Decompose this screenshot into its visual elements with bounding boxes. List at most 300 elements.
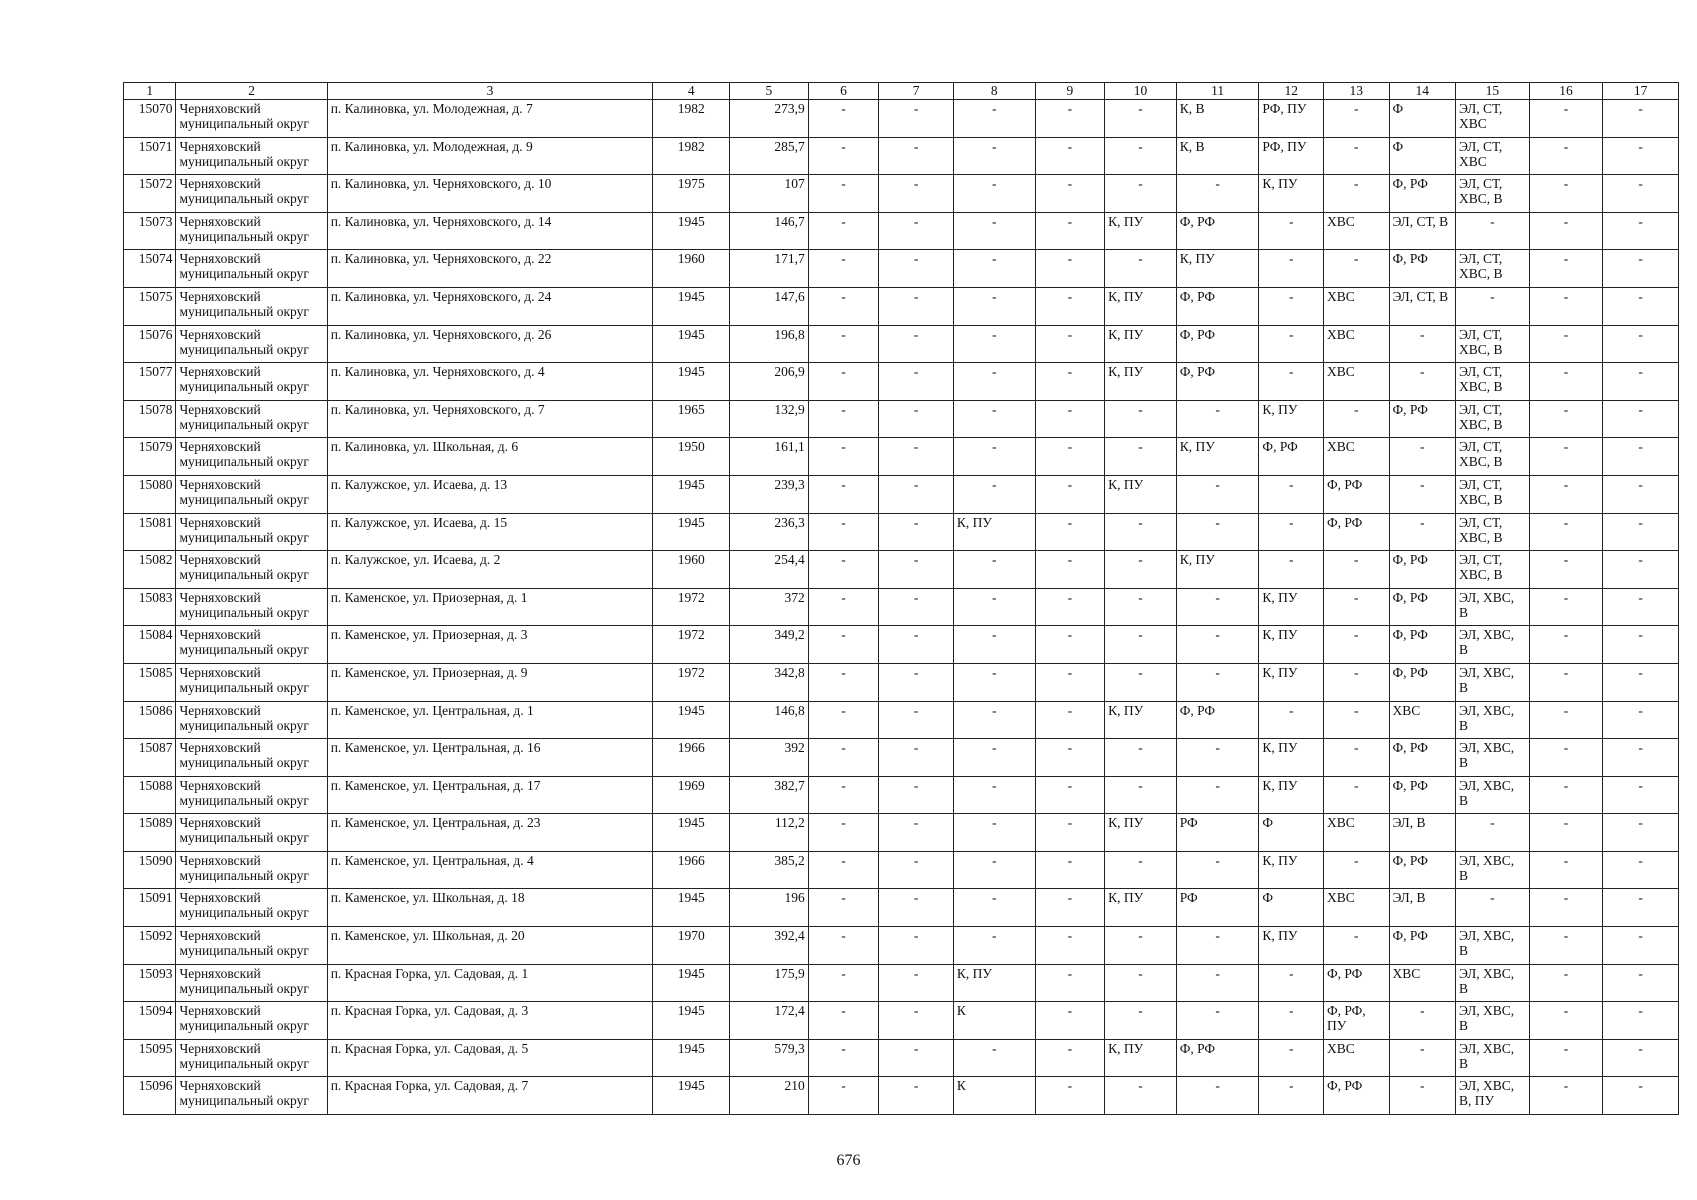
table-cell: - [879,626,954,664]
table-cell: - [1603,137,1679,175]
table-cell: 1945 [653,814,730,852]
column-header: 7 [879,83,954,100]
table-cell: 175,9 [730,964,809,1002]
table-cell: - [1603,927,1679,965]
table-cell: - [1529,739,1603,777]
table-cell: - [879,663,954,701]
table-cell: ЭЛ, ХВС, В [1456,588,1530,626]
table-cell: К [953,1077,1035,1115]
table-cell: п. Каменское, ул. Центральная, д. 1 [327,701,653,739]
table-cell: - [953,551,1035,589]
table-cell: - [1529,551,1603,589]
table-cell: Черняховский муниципальный округ [176,325,327,363]
table-cell: 171,7 [730,250,809,288]
table-cell: - [1529,400,1603,438]
table-cell: 382,7 [730,776,809,814]
table-cell: К, ПУ [1259,626,1324,664]
table-cell: - [879,475,954,513]
table-cell: - [1323,663,1389,701]
table-cell: - [1176,1077,1259,1115]
table-cell: ЭЛ, ХВС, В [1456,776,1530,814]
table-cell: Черняховский муниципальный округ [176,363,327,401]
table-cell: - [1529,513,1603,551]
table-cell: - [1035,475,1105,513]
table-cell: 236,3 [730,513,809,551]
table-cell: Черняховский муниципальный округ [176,287,327,325]
table-cell: - [808,663,879,701]
table-cell: Ф, РФ [1389,250,1456,288]
table-cell: - [1529,212,1603,250]
table-cell: п. Красная Горка, ул. Садовая, д. 3 [327,1002,653,1040]
table-cell: - [1456,814,1530,852]
table-cell: - [1603,851,1679,889]
table-cell: - [1603,100,1679,138]
table-cell: - [1603,626,1679,664]
column-header: 6 [808,83,879,100]
table-cell: - [1323,701,1389,739]
table-cell: - [1259,1002,1324,1040]
table-row [124,964,1679,1002]
table-cell: - [953,212,1035,250]
table-cell: Черняховский муниципальный округ [176,100,327,138]
table-cell: - [1603,363,1679,401]
table-row [124,927,1679,965]
table-cell: - [1035,1077,1105,1115]
table-cell: - [1529,1002,1603,1040]
table-cell: 15072 [124,175,176,213]
table-cell: - [879,400,954,438]
table-cell: РФ, ПУ [1259,137,1324,175]
table-cell: ХВС [1323,889,1389,927]
table-cell: 15096 [124,1077,176,1115]
table-cell: - [1529,814,1603,852]
table-cell: - [808,475,879,513]
column-header: 13 [1323,83,1389,100]
column-header: 10 [1105,83,1177,100]
table-cell: ЭЛ, СТ, ХВС, В [1456,513,1530,551]
table-cell: ЭЛ, ХВС, В [1456,1039,1530,1077]
table-cell: К, ПУ [953,513,1035,551]
table-cell: - [953,137,1035,175]
table-cell: Ф [1259,889,1324,927]
table-cell: - [1035,626,1105,664]
table-cell: п. Калиновка, ул. Школьная, д. 6 [327,438,653,476]
table-cell: 1960 [653,551,730,589]
table-cell: Ф, РФ [1389,739,1456,777]
table-cell: - [1529,1039,1603,1077]
table-row [124,701,1679,739]
table-cell: Черняховский муниципальный округ [176,927,327,965]
table-cell: 15086 [124,701,176,739]
table-cell: Ф, РФ [1323,475,1389,513]
table-cell: 15093 [124,964,176,1002]
table-cell: - [1176,513,1259,551]
table-cell: - [808,814,879,852]
table-cell: 1945 [653,1002,730,1040]
table-cell: - [1529,100,1603,138]
table-cell: - [1529,663,1603,701]
table-cell: п. Калиновка, ул. Молодежная, д. 7 [327,100,653,138]
table-cell: - [1176,851,1259,889]
table-cell: ХВС [1323,212,1389,250]
table-cell: - [1105,663,1177,701]
table-cell: 1969 [653,776,730,814]
table-cell: - [808,1039,879,1077]
column-header: 2 [176,83,327,100]
table-cell: - [1323,626,1389,664]
table-row [124,287,1679,325]
table-cell: - [1529,250,1603,288]
table-cell: - [1105,513,1177,551]
table-cell: - [879,513,954,551]
table-cell: - [1529,776,1603,814]
table-cell: - [808,513,879,551]
table-cell: Ф [1389,137,1456,175]
table-cell: 15091 [124,889,176,927]
table-cell: К, ПУ [1259,851,1324,889]
table-cell: Ф, РФ, ПУ [1323,1002,1389,1040]
table-cell: - [1529,889,1603,927]
table-cell: 15070 [124,100,176,138]
header-row [124,83,1679,100]
table-row [124,438,1679,476]
table-cell: 15075 [124,287,176,325]
table-cell: 161,1 [730,438,809,476]
table-cell: - [953,663,1035,701]
table-cell: - [879,250,954,288]
table-cell: - [1529,363,1603,401]
table-cell: 15078 [124,400,176,438]
table-cell: - [1035,513,1105,551]
table-cell: - [808,964,879,1002]
table-cell: К, ПУ [1176,551,1259,589]
table-cell: - [1035,663,1105,701]
table-body [124,100,1679,1115]
table-cell: п. Каменское, ул. Приозерная, д. 1 [327,588,653,626]
table-cell: - [1105,739,1177,777]
table-cell: - [1323,588,1389,626]
table-cell: - [1035,100,1105,138]
table-cell: К, ПУ [1259,400,1324,438]
table-cell: Ф, РФ [1323,964,1389,1002]
table-cell: 15094 [124,1002,176,1040]
table-cell: - [1529,475,1603,513]
table-cell: - [808,363,879,401]
table-cell: ЭЛ, В [1389,814,1456,852]
column-header: 11 [1176,83,1259,100]
housing-register-table [123,82,1679,1115]
table-cell: 1945 [653,212,730,250]
table-row [124,513,1679,551]
table-cell: 1970 [653,927,730,965]
table-cell: К, ПУ [1259,175,1324,213]
table-cell: - [1035,1039,1105,1077]
table-cell: - [1035,212,1105,250]
table-cell: К, ПУ [1105,212,1177,250]
table-cell: 15076 [124,325,176,363]
table-cell: - [1259,250,1324,288]
column-header: 4 [653,83,730,100]
table-cell: - [1456,212,1530,250]
table-cell: - [1323,175,1389,213]
table-cell: 172,4 [730,1002,809,1040]
table-cell: ЭЛ, ХВС, В [1456,663,1530,701]
table-cell: - [808,212,879,250]
table-cell: 385,2 [730,851,809,889]
table-cell: 273,9 [730,100,809,138]
table-cell: Черняховский муниципальный округ [176,588,327,626]
table-cell: Черняховский муниципальный округ [176,212,327,250]
table-cell: ЭЛ, В [1389,889,1456,927]
table-cell: - [1176,739,1259,777]
table-cell: - [1529,964,1603,1002]
page-number: 676 [836,1152,861,1169]
table-cell: 1965 [653,400,730,438]
table-cell: - [1529,851,1603,889]
table-cell: п. Каменское, ул. Центральная, д. 17 [327,776,653,814]
table-cell: - [1105,551,1177,589]
table-cell: - [1176,776,1259,814]
table-cell: п. Красная Горка, ул. Садовая, д. 5 [327,1039,653,1077]
table-cell: - [879,551,954,589]
table-cell: 1975 [653,175,730,213]
table-cell: 342,8 [730,663,809,701]
table-cell: - [808,325,879,363]
table-cell: - [1529,701,1603,739]
table-cell: - [1603,701,1679,739]
table-cell: 15087 [124,739,176,777]
table-cell: - [1529,175,1603,213]
table-cell: п. Красная Горка, ул. Садовая, д. 1 [327,964,653,1002]
table-cell: - [808,438,879,476]
table-cell: - [1529,588,1603,626]
table-cell: Черняховский муниципальный округ [176,1039,327,1077]
table-cell: - [1035,701,1105,739]
table-cell: - [1603,1039,1679,1077]
table-row [124,475,1679,513]
table-cell: К, В [1176,100,1259,138]
table-cell: К, ПУ [1176,438,1259,476]
table-cell: - [1529,438,1603,476]
table-row [124,1077,1679,1115]
table-row [124,889,1679,927]
table-cell: ЭЛ, СТ, ХВС [1456,100,1530,138]
table-cell: - [1035,927,1105,965]
table-cell: - [1389,1002,1456,1040]
table-cell: РФ [1176,889,1259,927]
table-cell: - [1176,964,1259,1002]
table-cell: - [1259,475,1324,513]
table-cell: - [1259,1039,1324,1077]
table-cell: - [808,626,879,664]
table-cell: ЭЛ, ХВС, В [1456,851,1530,889]
table-cell: - [1323,776,1389,814]
table-cell: - [1259,964,1324,1002]
table-cell: - [1323,137,1389,175]
table-cell: Черняховский муниципальный округ [176,663,327,701]
table-cell: Черняховский муниципальный округ [176,739,327,777]
table-cell: К, ПУ [1259,927,1324,965]
table-cell: - [1035,964,1105,1002]
table-cell: - [808,100,879,138]
table-cell: 15090 [124,851,176,889]
table-cell: п. Каменское, ул. Приозерная, д. 9 [327,663,653,701]
table-row [124,175,1679,213]
table-cell: Черняховский муниципальный округ [176,776,327,814]
table-cell: - [808,851,879,889]
table-row [124,814,1679,852]
table-cell: К, ПУ [1259,663,1324,701]
table-cell: - [1529,626,1603,664]
table-cell: - [1176,588,1259,626]
table-cell: - [1035,588,1105,626]
table-cell: Черняховский муниципальный округ [176,1002,327,1040]
table-cell: - [1603,513,1679,551]
table-row [124,1002,1679,1040]
table-cell: - [879,1039,954,1077]
table-cell: ЭЛ, СТ, ХВС, В [1456,475,1530,513]
table-cell: 132,9 [730,400,809,438]
table-cell: Черняховский муниципальный округ [176,851,327,889]
table-cell: - [808,739,879,777]
table-cell: - [879,137,954,175]
table-cell: ЭЛ, СТ, ХВС, В [1456,551,1530,589]
table-row [124,851,1679,889]
table-cell: - [808,175,879,213]
table-cell: 1972 [653,588,730,626]
table-cell: - [1035,137,1105,175]
table-cell: п. Каменское, ул. Школьная, д. 18 [327,889,653,927]
table-cell: ХВС [1323,287,1389,325]
table-cell: - [808,137,879,175]
table-cell: п. Калиновка, ул. Молодежная, д. 9 [327,137,653,175]
table-cell: п. Каменское, ул. Школьная, д. 20 [327,927,653,965]
table-cell: - [1105,851,1177,889]
table-cell: Черняховский муниципальный округ [176,137,327,175]
table-cell: - [808,927,879,965]
table-cell: - [1176,626,1259,664]
table-cell: 15084 [124,626,176,664]
table-cell: - [1529,325,1603,363]
table-cell: 1960 [653,250,730,288]
table-cell: 146,7 [730,212,809,250]
column-header: 9 [1035,83,1105,100]
table-cell: К, ПУ [1176,250,1259,288]
table-cell: 239,3 [730,475,809,513]
table-cell: - [1603,889,1679,927]
table-cell: К, ПУ [1105,287,1177,325]
table-cell: - [879,889,954,927]
table-cell: - [1105,776,1177,814]
table-cell: ЭЛ, СТ, ХВС, В [1456,400,1530,438]
table-cell: 15083 [124,588,176,626]
table-cell: Ф, РФ [1176,1039,1259,1077]
table-cell: - [879,363,954,401]
table-cell: Черняховский муниципальный округ [176,626,327,664]
table-cell: Черняховский муниципальный округ [176,475,327,513]
table-cell: - [879,739,954,777]
table-cell: - [953,363,1035,401]
table-cell: - [1105,400,1177,438]
table-cell: К, ПУ [1259,739,1324,777]
table-cell: - [1259,1077,1324,1115]
table-cell: п. Калиновка, ул. Черняховского, д. 24 [327,287,653,325]
table-cell: 1945 [653,287,730,325]
table-cell: 1945 [653,1039,730,1077]
table-cell: - [1105,1077,1177,1115]
table-cell: - [1529,287,1603,325]
table-cell: - [1603,212,1679,250]
table-cell: 1945 [653,475,730,513]
table-cell: 15080 [124,475,176,513]
column-header: 17 [1603,83,1679,100]
table-cell: 147,6 [730,287,809,325]
table-cell: 112,2 [730,814,809,852]
table-cell: - [879,588,954,626]
table-cell: Ф, РФ [1176,325,1259,363]
table-cell: - [1603,739,1679,777]
table-cell: - [953,739,1035,777]
table-cell: - [1603,1077,1679,1115]
table-cell: 1972 [653,663,730,701]
table-cell: - [1105,175,1177,213]
table-cell: - [879,814,954,852]
table-cell: - [808,776,879,814]
table-cell: п. Калужское, ул. Исаева, д. 15 [327,513,653,551]
table-cell: ЭЛ, ХВС, В [1456,626,1530,664]
table-cell: - [953,100,1035,138]
table-cell: - [1529,137,1603,175]
table-cell: 1945 [653,964,730,1002]
table-cell: 107 [730,175,809,213]
table-cell: - [879,175,954,213]
table-cell: 349,2 [730,626,809,664]
table-cell: Ф, РФ [1176,701,1259,739]
table-cell: ХВС [1389,701,1456,739]
table-cell: - [808,889,879,927]
table-cell: Ф, РФ [1389,400,1456,438]
table-cell: Ф [1259,814,1324,852]
table-cell: - [953,1039,1035,1077]
table-cell: - [808,400,879,438]
table-cell: - [1105,1002,1177,1040]
table-cell: - [1323,927,1389,965]
table-cell: 1945 [653,889,730,927]
table-cell: - [808,1077,879,1115]
table-cell: п. Калужское, ул. Исаева, д. 2 [327,551,653,589]
table-cell: - [1603,814,1679,852]
table-cell: - [879,287,954,325]
table-cell: ХВС [1323,814,1389,852]
table-cell: 210 [730,1077,809,1115]
table-row [124,137,1679,175]
table-cell: - [1603,287,1679,325]
table-cell: - [1105,626,1177,664]
table-cell: - [953,400,1035,438]
table-cell: ЭЛ, СТ, ХВС, В [1456,363,1530,401]
table-cell: ЭЛ, ХВС, В [1456,1002,1530,1040]
table-cell: Черняховский муниципальный округ [176,250,327,288]
table-row [124,739,1679,777]
table-row [124,551,1679,589]
table-cell: 15092 [124,927,176,965]
table-cell: 15089 [124,814,176,852]
table-cell: - [879,438,954,476]
table-cell: - [1603,776,1679,814]
table-cell: ЭЛ, ХВС, В [1456,739,1530,777]
table-cell: - [953,814,1035,852]
table-cell: - [879,701,954,739]
